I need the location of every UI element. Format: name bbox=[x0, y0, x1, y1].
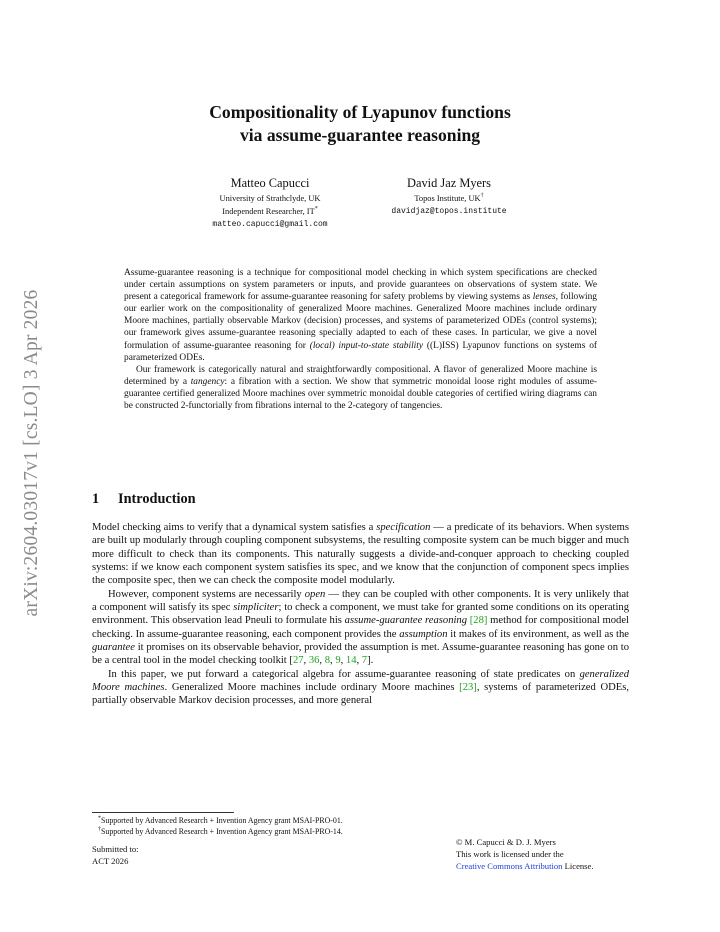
author-block-1 bbox=[195, 174, 345, 231]
license-line: This work is licensed under the bbox=[456, 849, 564, 859]
author-affiliation: Topos Institute, UK† bbox=[414, 193, 484, 203]
section-heading bbox=[92, 491, 196, 508]
citation-link[interactable]: 27 bbox=[292, 655, 304, 667]
paper-title bbox=[0, 101, 720, 147]
body-paragraph-3: In this paper, we put forward a categorical algebra for assume-guarantee reasoning of state predicates on generalized Moore machines. Generalized Moore machines include ordinary Moore machines [23], systems of parameterized ODEs, partially observable Markov decision processes, and more general bbox=[92, 668, 630, 707]
author-name: Matteo Capucci bbox=[230, 176, 310, 190]
citation-link[interactable]: 9 bbox=[335, 655, 341, 667]
copyright-line: © M. Capucci & D. J. Myers bbox=[456, 837, 556, 847]
author-affiliation: University of Strathclyde, UK bbox=[219, 194, 321, 203]
license-link[interactable]: Creative Commons Attribution bbox=[456, 861, 563, 871]
body-paragraph-1: Model checking aims to verify that a dynamical system satisfies a specification — a predicate of its behaviors. When systems are built up modularly through coupling component subsystems, the resulting composite system can be much bigger and much more difficult to check than its components. This naturally suggests a divide-and-conquer approach to checking coupled systems: if we know each component system satisfies its spec, and we know that the conjunction of component specs implies the composite spec, then we can check the composite model modularly. bbox=[92, 522, 630, 587]
footnote-rule bbox=[92, 812, 234, 813]
footnote-mark: † bbox=[480, 193, 484, 200]
citation-link[interactable]: [28] bbox=[469, 615, 488, 627]
citation-link[interactable]: 14 bbox=[345, 655, 357, 667]
footnote-1: *Supported by Advanced Research + Invention Agency grant MSAI-PRO-01. bbox=[98, 815, 343, 825]
submitted-to: Submitted to: ACT 2026 bbox=[92, 844, 139, 866]
arxiv-id-text: arXiv:2604.03017v1 [cs.LO] 3 Apr 2026 bbox=[21, 289, 42, 617]
abstract bbox=[124, 267, 597, 412]
author-name: David Jaz Myers bbox=[407, 176, 491, 190]
license-notice: © M. Capucci & D. J. Myers This work is licensed under the Creative Commons Attribution License. bbox=[456, 837, 594, 871]
author-affiliation: Independent Researcher, IT* bbox=[222, 206, 318, 216]
abstract-paragraph-1: Assume-guarantee reasoning is a technique for compositional model checking in which system specifications are checked under certain assumptions on system parameters or inputs, and provide guarantees on observations of system state. We present a categorical framework for assume-guarantee reasoning for safety problems by viewing systems as lenses, following our earlier work on the compositionality of generalized Moore machines. Generalized Moore machines include ordinary Moore machines, partially observable Markov (decision) processes, and systems of parameterized ODEs (control systems); our framework gives assume-guarantee reasoning specially adapted to each of these cases. In particular, we give a novel formulation of assume-guarantee reasoning for (local) input-to-state stability ((L)ISS) Lyapunov functions on systems of parameterized ODEs. bbox=[124, 268, 597, 363]
section-number: 1 bbox=[92, 491, 100, 507]
arxiv-identifier-sidebar bbox=[14, 258, 50, 648]
body-paragraph-2: However, component systems are necessarily open — they can be coupled with other components. It is very unlikely that a component will satisfy its spec simpliciter; to check a component, we must take for granted some conditions on its operating environment. This observation lead Pneuli to formulate his assume-guarantee reasoning [28] method for compositional model checking. In assume-guarantee reasoning, each component provides the assumption it makes of its environment, as well as the guarantee it promises on its observable behavior, provided the assumption is met. Assume-guarantee reasoning has gone on to be a central tool in the model checking toolkit [27, 36, 8, 9, 14, 7]. bbox=[92, 588, 630, 667]
title-line-1: Compositionality of Lyapunov functions bbox=[209, 102, 511, 122]
footnotes bbox=[92, 816, 343, 838]
citation-link[interactable]: 8 bbox=[324, 655, 331, 667]
body-text bbox=[92, 521, 629, 708]
citation-link[interactable]: 36 bbox=[308, 655, 320, 667]
author-email[interactable]: davidjaz@topos.institute bbox=[391, 207, 507, 216]
author-email[interactable]: matteo.capucci@gmail.com bbox=[212, 220, 328, 229]
citation-link[interactable]: 7 bbox=[361, 655, 368, 667]
section-title: Introduction bbox=[118, 491, 196, 507]
author-block-2 bbox=[374, 174, 524, 218]
citation-link[interactable]: [23] bbox=[459, 682, 477, 694]
abstract-paragraph-2: Our framework is categorically natural and straightforwardly compositional. A flavor of generalized Moore machine is determined by a tangency: a fibration with a section. We show that symmetric monoidal loose right modules of assume-guarantee certified generalized Moore machines over symmetric monoidal double categories of certified wiring diagrams can be constructed 2-functorially from fibrations internal to the 2-category of tangencies. bbox=[124, 364, 597, 412]
footnote-2: †Supported by Advanced Research + Invention Agency grant MSAI-PRO-14. bbox=[98, 826, 343, 836]
title-line-2: via assume-guarantee reasoning bbox=[239, 125, 481, 145]
footnote-mark: * bbox=[314, 206, 318, 213]
